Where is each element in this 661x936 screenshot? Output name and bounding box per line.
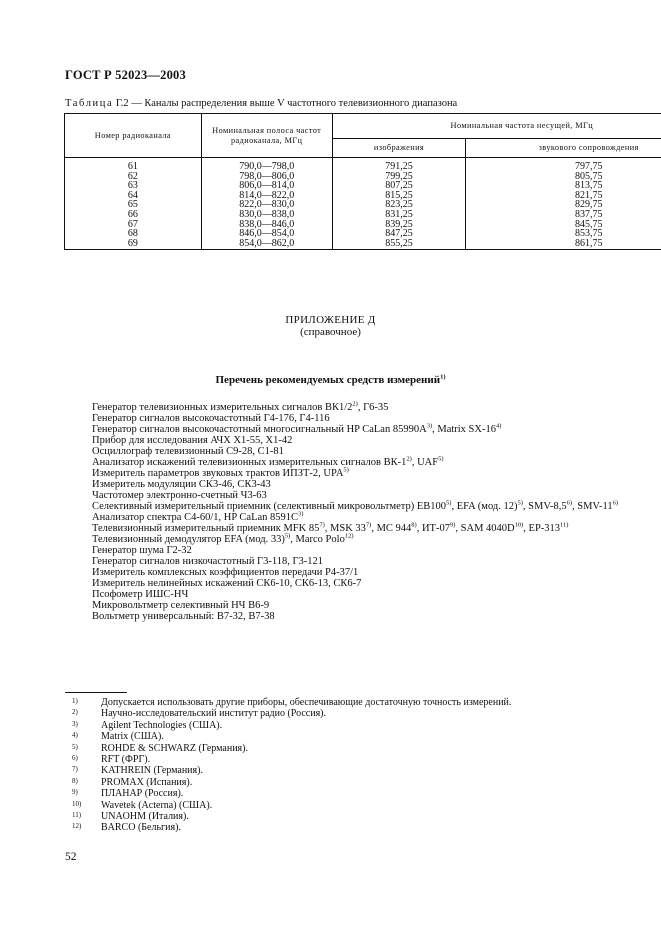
instrument-item [65,424,640,435]
footnote-ref: 5) [343,466,349,474]
footnote-ref: 3) [298,510,304,518]
instrument-text: Псофометр ИШС-НЧ [92,589,189,600]
table-caption [65,98,457,109]
instrument-item [65,567,640,578]
footnote-ref: 2) [406,455,412,463]
footnote [72,720,632,731]
footnote [72,743,632,754]
page-number: 52 [65,851,77,863]
footnote-mark: 4) [72,731,78,740]
instrument-text: , ИТ-07 [416,523,450,534]
instrument-text: , EFA (мод. 12) [451,501,518,512]
instrument-text: Микровольтметр селективный НЧ В6-9 [92,600,270,611]
instrument-text: , Г6-35 [357,402,389,413]
footnote-mark: 2) [72,708,78,717]
cell-sound-freq: 853,75 [466,229,661,239]
instrument-text: , SAM 4040D [455,523,515,534]
instrument-text: Генератор сигналов высокочастотный Г4-176, Г4-116 [92,413,330,424]
instrument-item [65,402,640,413]
table-row [65,191,661,201]
footnote-mark: 12) [72,822,82,831]
instrument-item [65,545,640,556]
footnote-mark: 6) [72,754,78,763]
cell-image-freq: 807,25 [332,181,466,191]
footnote-text: UNAOHM (Италия). [101,811,189,823]
cell-channel: 69 [65,239,202,250]
footnote [72,777,632,788]
footnote-mark: 9) [72,788,78,797]
header-image-carrier: изображения [332,139,466,158]
instrument-item [65,457,640,468]
cell-sound-freq: 861,75 [466,239,661,250]
frequency-table [64,113,661,250]
cell-band: 806,0—814,0 [201,181,332,191]
footnote [72,822,632,833]
footnote-text: Matrix (США). [101,731,164,743]
cell-band: 830,0—838,0 [201,210,332,220]
footnote-text: ПЛАНАР (Россия). [101,788,184,800]
instrument-text: , MSK 33 [324,523,366,534]
instrument-text: Генератор телевизионных измерительных сигналов ВК1/2 [92,402,353,413]
footnote-text: Научно-исследовательский институт радио (Россия). [101,708,327,720]
cell-image-freq: 831,25 [332,210,466,220]
footnote-mark: 5) [72,742,78,751]
cell-channel: 64 [65,191,202,201]
cell-sound-freq: 837,75 [466,210,661,220]
instrument-item [65,611,640,622]
cell-band: 798,0—806,0 [201,172,332,182]
footnote-mark: 1) [72,697,78,705]
footnote-ref: 6) [566,499,572,507]
instrument-text: Вольтметр универсальный: В7-32, В7-38 [92,611,275,622]
instrument-text: Генератор сигналов низкочастотный Г3-118, Г3-121 [92,556,324,567]
footnote [72,765,632,776]
footnote-text: Wavetek (Acterna) (США). [101,799,213,811]
cell-image-freq: 847,25 [332,229,466,239]
footnote [72,811,632,822]
footnote-text: RFT (ФРГ). [101,754,151,766]
header-channel-number: Номер радиоканала [65,114,202,158]
instrument-text: Телевизионный измерительный приемник MFK 85 [92,523,320,534]
footnote-mark: 7) [72,765,78,774]
appendix-subtitle: (справочное) [300,326,361,338]
instrument-text: Измеритель параметров звуковых трактов ИПЗТ-2, UPA [92,468,344,479]
instrument-item [65,413,640,424]
instrument-text: , Matrix SX-16 [432,424,496,435]
instrument-text: Осциллограф телевизионный С9-28, С1-81 [92,446,284,457]
instrument-text: Генератор шума Г2-32 [92,545,192,556]
table-row [65,200,661,210]
cell-band: 846,0—854,0 [201,229,332,239]
instrument-text: , Marco Polo [290,534,345,545]
footnote [72,697,632,708]
footnotes-list [72,697,632,834]
footnote-ref: 12) [344,532,354,540]
footnote-ref: 5) [446,499,452,507]
footnote-ref: 7) [365,521,372,529]
cell-sound-freq: 829,75 [466,200,661,210]
instrument-item [65,468,640,479]
cell-band: 854,0—862,0 [201,239,332,250]
footnote-mark: 3) [72,719,78,728]
footnote-ref: 7) [319,521,325,529]
instrument-text: Измеритель модуляции СК3-46, СК3-43 [92,479,271,490]
cell-image-freq: 815,25 [332,191,466,201]
cell-channel: 61 [65,158,202,172]
cell-sound-freq: 797,75 [466,158,661,172]
instrument-text: Анализатор искажений телевизионных измерительных сигналов ВК-1 [92,457,407,468]
instrument-text: Генератор сигналов высокочастотный многосигнальный HP CaLan 85990A [92,424,427,435]
instrument-item [65,512,640,523]
cell-band: 822,0—830,0 [201,200,332,210]
instrument-text: Телевизионный демодулятор EFA (мод. 33) [92,534,285,545]
instrument-item [65,600,640,611]
cell-band: 814,0—822,0 [201,191,332,201]
footnote-ref: 8) [411,521,417,529]
instrument-item [65,534,640,545]
footnote-separator [65,692,127,693]
table-row [65,229,661,239]
appendix-title: ПРИЛОЖЕНИЕ Д [285,314,376,326]
cell-channel: 65 [65,200,202,210]
table-row [65,158,661,172]
footnote [72,708,632,719]
instrument-text: Селективный измерительный приемник (селективный микровольтметр) EB100 [92,501,447,512]
cell-channel: 63 [65,181,202,191]
table-caption-text: Г.2 — Каналы распределения выше V частотного телевизионного диапазона [115,98,458,109]
footnote-ref: 3) [426,422,433,430]
cell-image-freq: 823,25 [332,200,466,210]
table-caption-label: Таблица [65,98,114,109]
list-title-text: Перечень рекомендуемых средств измерений [215,374,441,386]
cell-channel: 66 [65,210,202,220]
instrument-text: Прибор для исследования АЧХ Х1-55, Х1-42 [92,435,293,446]
instrument-text: , SMV-11 [572,501,613,512]
table-row [65,220,661,230]
cell-image-freq: 855,25 [332,239,466,250]
header-carrier-frequency: Номинальная частота несущей, МГц [332,114,661,139]
instrument-item [65,435,640,446]
cell-channel: 62 [65,172,202,182]
cell-channel: 68 [65,229,202,239]
cell-band: 790,0—798,0 [201,158,332,172]
header-sound-carrier: звукового сопровождения [466,139,661,158]
footnote-mark: 11) [72,811,82,820]
instrument-text: , EP-313 [523,523,561,534]
instrument-item [65,490,640,501]
footnote-ref: 5) [284,532,291,540]
footnote-ref: 2) [352,400,358,408]
instrument-text: , SMV-8,5 [522,501,567,512]
footnote-text: KATHREIN (Германия). [101,765,203,777]
instruments-list-title [0,374,661,386]
footnote [72,788,632,799]
instrument-item [65,446,640,457]
instrument-text: , MC 944 [371,523,412,534]
footnote [72,731,632,742]
footnote [72,754,632,765]
instrument-item [65,501,640,512]
footnote-text: PROMAX (Испания). [101,776,193,788]
table-row [65,210,661,220]
instruments-list [65,402,640,622]
footnote-text: BARCO (Бельгия). [101,822,181,834]
footnote-mark: 10) [72,799,82,808]
cell-image-freq: 799,25 [332,172,466,182]
page-header: ГОСТ Р 52023—2003 [65,68,186,82]
footnote-ref: 5) [438,455,444,463]
instrument-item [65,556,640,567]
table-row [65,172,661,182]
footnote-text: ROHDE & SCHWARZ (Германия). [101,742,248,754]
appendix-heading [0,314,661,338]
header-frequency-band: Номинальная полоса частот радиоканала, МГц [201,114,332,158]
table-row [65,239,661,250]
cell-image-freq: 791,25 [332,158,466,172]
footnote [72,800,632,811]
cell-sound-freq: 813,75 [466,181,661,191]
instrument-item [65,589,640,600]
cell-sound-freq: 805,75 [466,172,661,182]
list-title-footnote-ref: 1) [440,373,446,381]
instrument-text: , UAF [411,457,439,468]
instrument-text: Частотомер электронно-счетный Ч3-63 [92,490,267,501]
instrument-text: Измеритель нелинейных искажений СК6-10, СК6-13, СК6-7 [92,578,362,589]
footnote-ref: 10) [514,521,524,529]
cell-image-freq: 839,25 [332,220,466,230]
instrument-item [65,578,640,589]
cell-band: 838,0—846,0 [201,220,332,230]
footnote-ref: 11) [560,521,569,529]
instrument-text: Анализатор спектра С4-60/1, HP CaLan 8591C [92,512,299,523]
footnote-ref: 6) [612,499,619,507]
cell-sound-freq: 845,75 [466,220,661,230]
footnote-ref: 5) [517,499,523,507]
footnote-text: Допускается использовать другие приборы, обеспечивающие достаточную точность измерений. [101,697,512,708]
footnote-ref: 4) [495,422,502,430]
footnote-mark: 8) [72,776,78,785]
instrument-text: Измеритель комплексных коэффициентов передачи Р4-37/1 [92,567,359,578]
instrument-item [65,479,640,490]
footnote-text: Agilent Technologies (США). [101,719,223,731]
table-row [65,181,661,191]
footnote-ref: 9) [449,521,456,529]
cell-channel: 67 [65,220,202,230]
cell-sound-freq: 821,75 [466,191,661,201]
